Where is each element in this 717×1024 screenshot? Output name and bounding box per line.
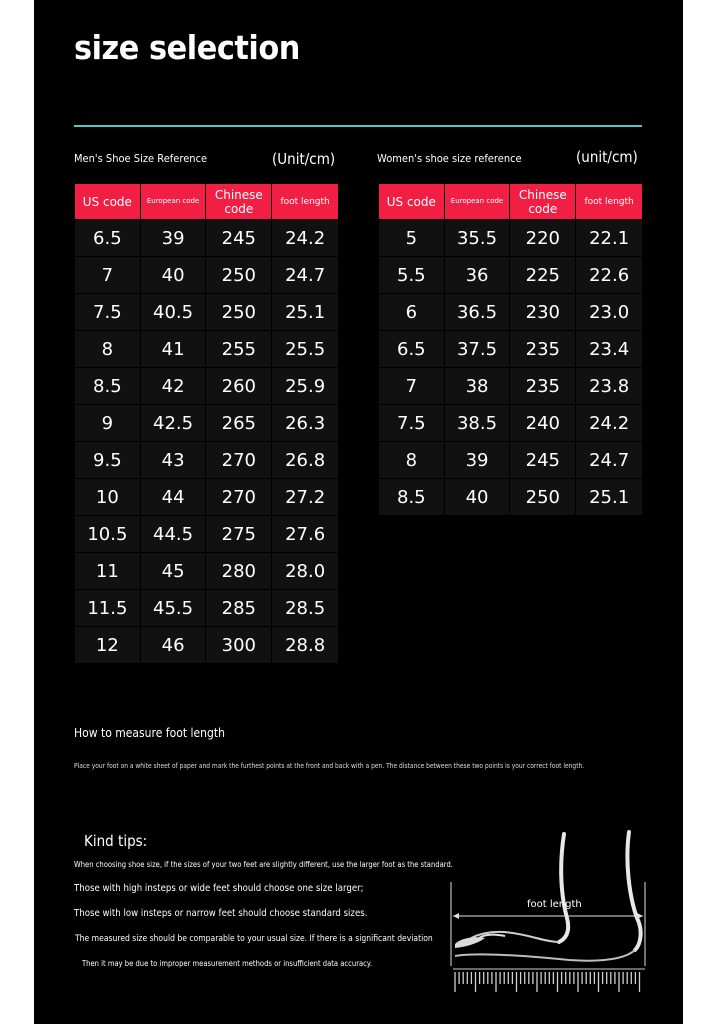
- table-row: [379, 368, 642, 404]
- table-cell: 45.5: [141, 590, 206, 626]
- table-cell: 7.5: [75, 294, 140, 330]
- table-cell: 26.3: [272, 405, 338, 441]
- table-row: [379, 331, 642, 367]
- header-us-code: US code: [75, 184, 140, 219]
- table-cell: 8: [75, 331, 140, 367]
- table-cell: 44.5: [141, 516, 206, 552]
- table-cell: 38: [445, 368, 510, 404]
- table-row: [75, 627, 338, 663]
- table-cell: 6.5: [75, 220, 140, 256]
- table-cell: 27.6: [272, 516, 338, 552]
- table-row: [75, 405, 338, 441]
- measure-title: How to measure foot length: [74, 726, 225, 740]
- table-cell: 240: [510, 405, 575, 441]
- table-row: [75, 516, 338, 552]
- table-cell: 28.0: [272, 553, 338, 589]
- table-cell: 7.5: [379, 405, 444, 441]
- table-cell: 8: [379, 442, 444, 478]
- table-row: [75, 368, 338, 404]
- table-row: [75, 590, 338, 626]
- table-cell: 24.7: [576, 442, 642, 478]
- header-chinese-code: Chinese code: [510, 184, 575, 219]
- table-cell: 28.5: [272, 590, 338, 626]
- table-cell: 24.7: [272, 257, 338, 293]
- table-row: [75, 553, 338, 589]
- table-cell: 25.9: [272, 368, 338, 404]
- table-cell: 28.8: [272, 627, 338, 663]
- table-cell: 38.5: [445, 405, 510, 441]
- men-unit-label: (Unit/cm): [272, 150, 336, 168]
- foot-ruler-icon: [449, 826, 649, 1004]
- table-cell: 250: [206, 257, 271, 293]
- table-cell: 35.5: [445, 220, 510, 256]
- table-cell: 23.4: [576, 331, 642, 367]
- table-cell: 40.5: [141, 294, 206, 330]
- table-cell: 10: [75, 479, 140, 515]
- tip-line: Then it may be due to improper measurement methods or insufficient data accuracy.: [82, 959, 373, 968]
- table-cell: 27.2: [272, 479, 338, 515]
- measure-text: Place your foot on a white sheet of paper and mark the furthest points at the front and back with a pen. The distance between these two points is your correct foot length.: [74, 762, 585, 770]
- table-cell: 275: [206, 516, 271, 552]
- table-cell: 23.0: [576, 294, 642, 330]
- women-size-table: [378, 183, 643, 516]
- table-cell: 36.5: [445, 294, 510, 330]
- size-chart-panel: [34, 0, 683, 1024]
- table-row: [75, 220, 338, 256]
- table-cell: 25.1: [576, 479, 642, 515]
- table-row: [75, 442, 338, 478]
- table-cell: 245: [206, 220, 271, 256]
- table-cell: 42: [141, 368, 206, 404]
- table-cell: 285: [206, 590, 271, 626]
- table-cell: 8.5: [75, 368, 140, 404]
- table-cell: 255: [206, 331, 271, 367]
- table-cell: 44: [141, 479, 206, 515]
- table-cell: 23.8: [576, 368, 642, 404]
- table-cell: 11: [75, 553, 140, 589]
- table-cell: 230: [510, 294, 575, 330]
- table-row: [379, 257, 642, 293]
- women-table-body: [379, 220, 642, 515]
- table-cell: 235: [510, 331, 575, 367]
- table-row: [75, 294, 338, 330]
- table-cell: 25.1: [272, 294, 338, 330]
- table-cell: 46: [141, 627, 206, 663]
- table-cell: 270: [206, 479, 271, 515]
- table-cell: 40: [445, 479, 510, 515]
- table-cell: 42.5: [141, 405, 206, 441]
- women-header-row: [379, 184, 642, 219]
- table-cell: 300: [206, 627, 271, 663]
- table-cell: 225: [510, 257, 575, 293]
- tip-line: Those with low insteps or narrow feet should choose standard sizes.: [74, 908, 368, 919]
- foot-length-label: foot length: [527, 899, 582, 910]
- table-cell: 9.5: [75, 442, 140, 478]
- table-cell: 260: [206, 368, 271, 404]
- table-row: [379, 479, 642, 515]
- table-cell: 220: [510, 220, 575, 256]
- table-cell: 45: [141, 553, 206, 589]
- table-cell: 12: [75, 627, 140, 663]
- header-us-code: US code: [379, 184, 444, 219]
- tip-line: The measured size should be comparable to your usual size. If there is a significant deviation: [75, 934, 433, 944]
- table-cell: 8.5: [379, 479, 444, 515]
- table-cell: 22.1: [576, 220, 642, 256]
- table-row: [75, 479, 338, 515]
- table-cell: 25.5: [272, 331, 338, 367]
- table-row: [75, 331, 338, 367]
- header-foot-length: foot length: [576, 184, 642, 219]
- table-row: [379, 405, 642, 441]
- header-chinese-code: Chinese code: [206, 184, 271, 219]
- table-cell: 39: [445, 442, 510, 478]
- table-cell: 26.8: [272, 442, 338, 478]
- table-row: [379, 220, 642, 256]
- table-cell: 41: [141, 331, 206, 367]
- table-cell: 7: [75, 257, 140, 293]
- header-foot-length: foot length: [272, 184, 338, 219]
- tips-title: Kind tips:: [84, 832, 148, 850]
- table-cell: 5: [379, 220, 444, 256]
- table-cell: 43: [141, 442, 206, 478]
- table-cell: 245: [510, 442, 575, 478]
- table-cell: 7: [379, 368, 444, 404]
- table-cell: 265: [206, 405, 271, 441]
- men-table-caption: Men's Shoe Size Reference: [74, 152, 208, 165]
- table-cell: 250: [510, 479, 575, 515]
- tip-line: When choosing shoe size, if the sizes of your two feet are slightly different, use the larger foot as the standard.: [74, 860, 453, 869]
- page-title: size selection: [74, 28, 300, 67]
- tip-line: Those with high insteps or wide feet should choose one size larger;: [74, 883, 364, 894]
- table-cell: 24.2: [272, 220, 338, 256]
- table-cell: 37.5: [445, 331, 510, 367]
- table-cell: 11.5: [75, 590, 140, 626]
- men-table-body: [75, 220, 338, 663]
- table-cell: 6.5: [379, 331, 444, 367]
- table-row: [75, 257, 338, 293]
- table-cell: 22.6: [576, 257, 642, 293]
- men-size-table: [74, 183, 339, 664]
- table-cell: 280: [206, 553, 271, 589]
- table-cell: 250: [206, 294, 271, 330]
- men-header-row: [75, 184, 338, 219]
- table-cell: 36: [445, 257, 510, 293]
- table-cell: 9: [75, 405, 140, 441]
- divider-rule: [74, 125, 642, 127]
- table-cell: 270: [206, 442, 271, 478]
- table-cell: 235: [510, 368, 575, 404]
- table-row: [379, 442, 642, 478]
- header-european-code: European code: [445, 184, 510, 219]
- women-table-caption: Women's shoe size reference: [377, 152, 522, 165]
- header-european-code: European code: [141, 184, 206, 219]
- table-cell: 40: [141, 257, 206, 293]
- table-cell: 5.5: [379, 257, 444, 293]
- table-row: [379, 294, 642, 330]
- table-cell: 39: [141, 220, 206, 256]
- table-cell: 10.5: [75, 516, 140, 552]
- women-unit-label: (unit/cm): [576, 148, 638, 166]
- table-cell: 6: [379, 294, 444, 330]
- table-cell: 24.2: [576, 405, 642, 441]
